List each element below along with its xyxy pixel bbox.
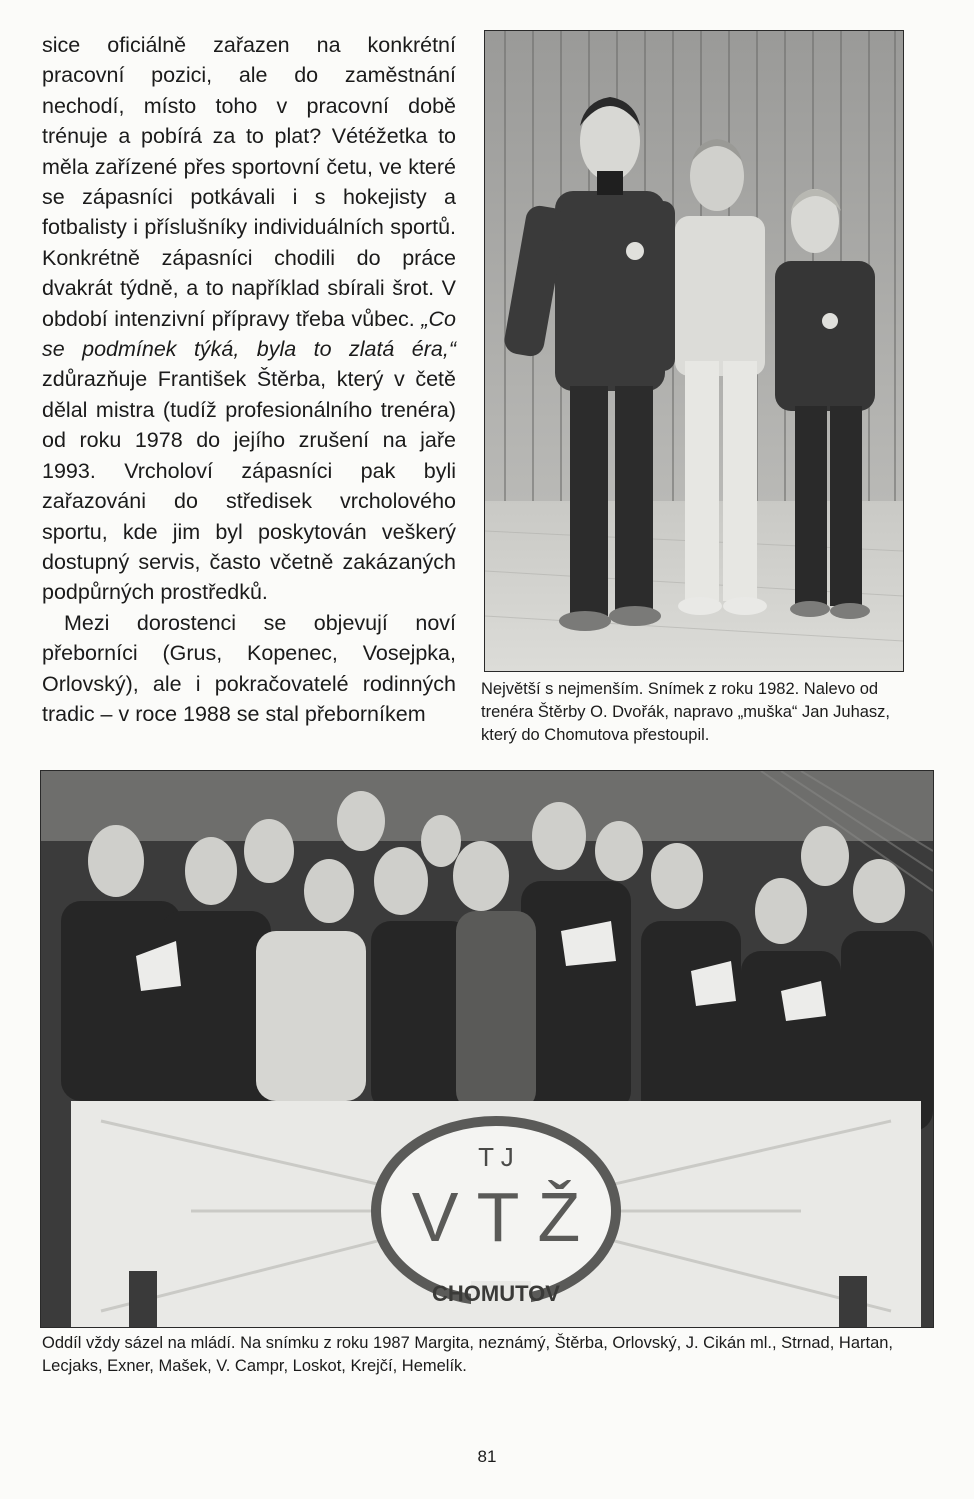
paragraph-1 bbox=[42, 30, 456, 608]
photo-three-wrestlers-image bbox=[485, 31, 903, 671]
paragraph-1-text-b: zdůrazňuje František Štěrba, který v četě dělal mistra (tudíž profesionálního trenéra) od roku 1978 do jejího zrušení na jaře 1993. Vrcholoví zápasníci pak byli zařazováni do středisek vrcholového sportu, kde jim byl poskytován veškerý dostupný servis, často včetně zakázaných podpůrných prostředků. bbox=[42, 367, 456, 605]
paragraph-2: Mezi dorostenci se objevují noví přeborníci (Grus, Kopenec, Vosejpka, Orlovský), ale i pokračovatelé rodinných tradic – v roce 1988 se stal přeborníkem bbox=[42, 610, 456, 726]
caption-top-photo: Největší s nejmenším. Snímek z roku 1982. Nalevo od trenéra Štěrby O. Dvořák, napravo „muška“ Jan Juhasz, který do Chomutova přestoupil. bbox=[481, 680, 891, 744]
banner-city: CHOMUTOV bbox=[432, 1281, 560, 1306]
paragraph-1-quote: „Co se podmínek týká, byla to zlatá éra,“ bbox=[42, 306, 456, 362]
page-number: 81 bbox=[477, 1447, 497, 1466]
photo-team-1987 bbox=[40, 770, 934, 1328]
caption-bottom-photo: Oddíl vždy sázel na mládí. Na snímku z roku 1987 Margita, neznámý, Štěrba, Orlovský, J. Cikán ml., Strnad, Hartan, Lecjaks, Exner, Mašek, V. Campr, Loskot, Krejčí, Hemelík. bbox=[42, 1334, 894, 1375]
banner-top-letters: T J bbox=[478, 1142, 514, 1172]
body-text-column bbox=[42, 30, 456, 729]
paragraph-1-text-a: sice oficiálně zařazen na konkrétní pracovní pozici, ale do zaměstnání nechodí, místo toho v pracovní době trénuje a pobírá za to plat? Vétéžetka to měla zařízené přes sportovní četu, ve které se zápasníci potkávali i s hokejisty a fotbalisty i příslušníky individuálních sportů. Konkrétně zápasníci chodili do práce dvakrát týdně, a to například sbírali šrot. V období intenzivní přípravy třeba vůbec. bbox=[42, 33, 456, 331]
banner-main-letters: V T Ž bbox=[411, 1178, 581, 1256]
vtz-banner bbox=[71, 1101, 921, 1327]
photo-team-1987-image bbox=[41, 771, 933, 1327]
photo-three-wrestlers bbox=[484, 30, 904, 672]
